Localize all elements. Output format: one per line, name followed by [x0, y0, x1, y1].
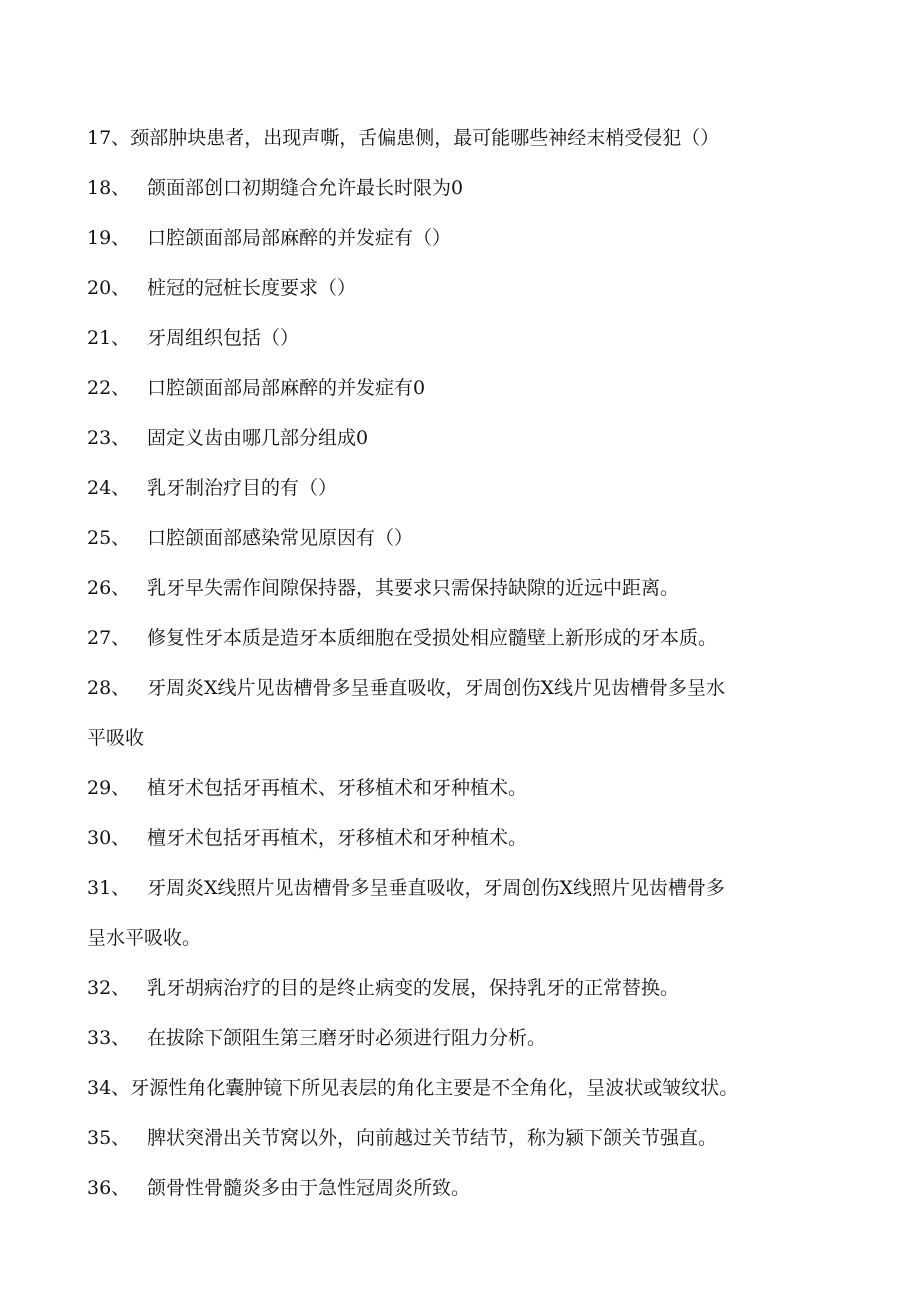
- question-text: 植牙术包括牙再植术、牙移植术和牙种植术。: [147, 777, 528, 799]
- question-text: 口腔颌面部局部麻醉的并发症有（）: [147, 227, 452, 249]
- question-text: 固定义齿由哪几部分组成0: [147, 427, 369, 449]
- question-text: 牙周组织包括（）: [147, 327, 300, 349]
- question-text: 修复性牙本质是造牙本质细胞在受损处相应髓壁上新形成的牙本质。: [147, 627, 718, 649]
- question-number: 24、: [87, 477, 131, 499]
- question-item: [87, 513, 832, 563]
- question-text: 檀牙术包括牙再植术，牙移植术和牙种植术。: [147, 827, 528, 849]
- question-text-continuation: 呈水平吸收。: [87, 927, 202, 949]
- question-number: 35、: [87, 1127, 131, 1149]
- question-text: 桩冠的冠桩长度要求（）: [147, 277, 357, 299]
- question-number: 31、: [87, 877, 131, 899]
- question-number: 27、: [87, 627, 131, 649]
- question-number: 32、: [87, 977, 131, 999]
- question-text: 口腔颌面部感染常见原因有（）: [147, 527, 414, 549]
- question-item: [87, 213, 832, 263]
- question-number: 30、: [87, 827, 131, 849]
- question-number: 36、: [87, 1177, 131, 1199]
- question-item: [87, 413, 832, 463]
- question-item: [87, 813, 832, 863]
- question-item: [87, 313, 832, 363]
- question-item: [87, 1013, 832, 1063]
- question-number: 17、: [87, 127, 131, 149]
- question-number: 20、: [87, 277, 131, 299]
- question-number: 26、: [87, 577, 131, 599]
- question-text-continuation: 平吸收: [87, 727, 145, 749]
- question-number: 22、: [87, 377, 131, 399]
- question-text: 在拔除下颌阻生第三磨牙时必须进行阻力分析。: [147, 1027, 547, 1049]
- question-item: [87, 113, 832, 163]
- question-number: 34、: [87, 1077, 131, 1099]
- question-number: 33、: [87, 1027, 131, 1049]
- question-text: 口腔颌面部局部麻醉的并发症有0: [147, 377, 426, 399]
- question-text: 牙周炎X线照片见齿槽骨多呈垂直吸收，牙周创伤X线照片见齿槽骨多: [147, 877, 726, 899]
- question-item: [87, 563, 832, 613]
- question-number: 28、: [87, 677, 131, 699]
- question-item: [87, 963, 832, 1013]
- question-item: [87, 1063, 832, 1113]
- question-number: 29、: [87, 777, 131, 799]
- question-number: 23、: [87, 427, 131, 449]
- question-item: [87, 1163, 832, 1213]
- question-number: 19、: [87, 227, 131, 249]
- question-item: [87, 863, 832, 913]
- question-text: 颌面部创口初期缝合允许最长时限为0: [147, 177, 464, 199]
- question-text: 乳牙胡病治疗的目的是终止病变的发展，保持乳牙的正常替换。: [147, 977, 680, 999]
- question-item: [87, 613, 832, 663]
- question-text: 乳牙制治疗目的有（）: [147, 477, 338, 499]
- question-text: 颌骨性骨髓炎多由于急性冠周炎所致。: [147, 1177, 471, 1199]
- question-number: 18、: [87, 177, 131, 199]
- question-text: 脾状突滑出关节窝以外，向前越过关节结节，称为颍下颌关节强直。: [147, 1127, 718, 1149]
- question-number: 25、: [87, 527, 131, 549]
- question-text: 乳牙早失需作间隙保持器，其要求只需保持缺隙的近远中距离。: [147, 577, 680, 599]
- question-item: [87, 463, 832, 513]
- question-item: [87, 1113, 832, 1163]
- question-list: [87, 113, 832, 1213]
- question-text: 牙源性角化囊肿镜下所见表层的角化主要是不全角化，呈波状或皱纹状。: [130, 1077, 739, 1099]
- question-text: 颈部肿块患者，出现声嘶，舌偏患侧，最可能哪些神经末梢受侵犯（）: [130, 127, 720, 149]
- question-item: [87, 363, 832, 413]
- question-item: [87, 263, 832, 313]
- question-text: 牙周炎X线片见齿槽骨多呈垂直吸收，牙周创伤X线片见齿槽骨多呈水: [147, 677, 726, 699]
- question-item: [87, 763, 832, 813]
- question-item: [87, 163, 832, 213]
- question-item: [87, 663, 832, 713]
- question-number: 21、: [87, 327, 131, 349]
